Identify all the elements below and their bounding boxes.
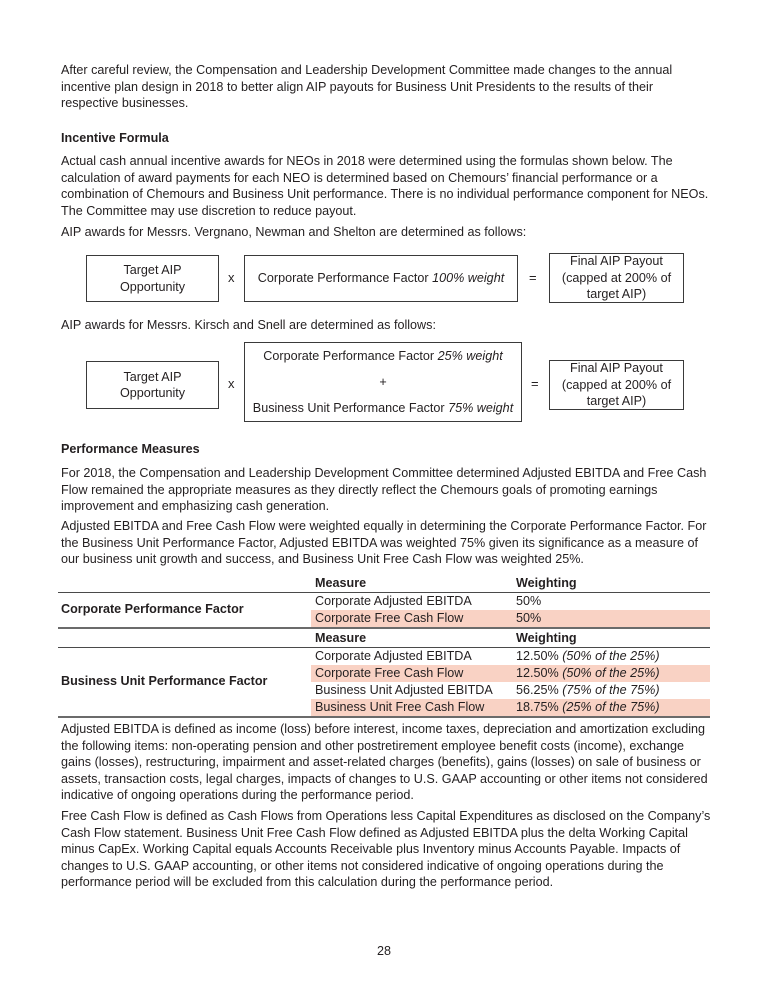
measure-header: Measure (315, 631, 367, 645)
business-unit-factor-weight: 75% weight (448, 400, 514, 415)
table-divider (58, 627, 710, 629)
factor-label: Corporate Performance Factor (61, 602, 244, 616)
formula2-intro: AIP awards for Messrs. Kirsch and Snell are determined as follows: (61, 318, 436, 332)
weight-cell: 50% (516, 594, 542, 608)
table-row (311, 648, 710, 665)
final-payout-label: Final AIP Payout (capped at 200% of target AIP) (561, 254, 672, 302)
final-payout-box (549, 253, 684, 303)
table-header-row (311, 575, 710, 592)
measure-cell: Business Unit Adjusted EBITDA (315, 683, 493, 697)
page-number: 28 (376, 944, 391, 958)
table-header-row (311, 630, 710, 647)
ebitda-definition: Adjusted EBITDA is defined as income (loss) before interest, income taxes, depreciation and amortization excluding the following items: non-operating pension and other postretirement employee benefit costs (income), exchange gains (losses), restructuring, impairment and asset-related charges (benefits), gains (losses) on sale of business or assets, transaction costs, legal charges, impacts of changes to U.S. GAAP accounting or other items not considered indicative of ongoing operations during the performance period. (61, 722, 708, 802)
performance-measures-paragraph-1: For 2018, the Compensation and Leadership Development Committee determined Adjusted EBITDA and Free Cash Flow remained the appropriate measures as they directly reflect the Chemours goals of promoting earnings improvement and emphasizing cash generation. (61, 466, 707, 513)
final-payout-box (549, 360, 684, 410)
incentive-formula-heading: Incentive Formula (61, 131, 169, 145)
weight-cell (516, 699, 660, 716)
measure-cell: Corporate Free Cash Flow (315, 666, 464, 680)
performance-measures-paragraph-2: Adjusted EBITDA and Free Cash Flow were weighted equally in determining the Corporate Performance Factor. For the Business Unit Performance Factor, Adjusted EBITDA was weighted 75% given its significance as a measure of our business unit growth and success, and Business Unit Free Cash Flow was weighted 25%. (61, 519, 707, 566)
weight-note: (75% of the 75%) (562, 683, 660, 697)
table-row (311, 665, 710, 682)
performance-measures-heading: Performance Measures (61, 442, 200, 456)
weight-value: 18.75% (516, 700, 563, 714)
weight-cell (516, 682, 660, 699)
weight-value: 12.50% (516, 666, 563, 680)
weight-value: 12.50% (516, 649, 563, 663)
intro-paragraph: After careful review, the Compensation and Leadership Development Committee made changes to the annual incentive plan design in 2018 to better align AIP payouts for Business Unit Presidents to the results of their respective businesses. (61, 63, 673, 110)
weighting-header: Weighting (516, 576, 577, 590)
final-payout-label: Final AIP Payout (capped at 200% of target AIP) (561, 361, 672, 409)
target-aip-box (86, 255, 219, 302)
equals-operator: = (529, 270, 537, 285)
table-row (311, 593, 710, 610)
measure-cell: Business Unit Free Cash Flow (315, 700, 485, 714)
weight-cell: 50% (516, 611, 542, 625)
measure-cell: Corporate Adjusted EBITDA (315, 649, 472, 663)
business-unit-factor-label: Business Unit Performance Factor (252, 400, 449, 415)
equals-operator: = (531, 376, 539, 391)
measure-cell: Corporate Adjusted EBITDA (315, 594, 472, 608)
corporate-factor-label: Corporate Performance Factor (257, 271, 433, 286)
multiply-operator: x (228, 270, 235, 285)
multiply-operator: x (228, 376, 235, 391)
weight-value: 56.25% (516, 683, 563, 697)
fcf-definition: Free Cash Flow is defined as Cash Flows from Operations less Capital Expenditures as disclosed on the Company’s Cash Flow statement. Business Unit Free Cash Flow defined as Adjusted EBITDA plus the delta Working Capital minus CapEx. Working Capital equals Accounts Receivable plus Inventory minus Accounts Payable. Impacts of changes to U.S. GAAP accounting, or other items not considered indicative of ongoing operations during the performance period will be excluded from this calculation during the performance period. (61, 809, 711, 889)
incentive-formula-paragraph: Actual cash annual incentive awards for NEOs in 2018 were determined using the formulas shown below. The calculation of award payments for each NEO is determined based on Chemours’ financial performance or a combination of Chemours and Business Unit performance. There is no individual performance component for NEOs. The Committee may use discretion to reduce payout. (61, 154, 709, 218)
weight-note: (25% of the 75%) (562, 700, 660, 714)
measure-header: Measure (315, 576, 367, 590)
target-aip-label: Target AIP Opportunity (119, 369, 186, 400)
table-row (311, 682, 710, 699)
plus-operator: + (379, 374, 387, 389)
corporate-factor-box (244, 255, 518, 302)
corporate-factor-weight: 100% weight (432, 271, 505, 286)
weighting-header: Weighting (516, 631, 577, 645)
weight-note: (50% of the 25%) (562, 649, 660, 663)
weight-cell (516, 665, 660, 682)
measure-cell: Corporate Free Cash Flow (315, 611, 464, 625)
factor-label: Business Unit Performance Factor (61, 674, 268, 688)
formula1-intro: AIP awards for Messrs. Vergnano, Newman and Shelton are determined as follows: (61, 225, 527, 239)
combined-factor-box (244, 342, 522, 422)
weight-cell (516, 648, 660, 665)
target-aip-box (86, 361, 219, 409)
corporate-factor-label: Corporate Performance Factor (263, 349, 438, 363)
table-row (311, 699, 710, 716)
table-divider (58, 716, 710, 718)
table-row (311, 610, 710, 627)
corporate-factor-weight: 25% weight (437, 349, 503, 363)
target-aip-label: Target AIP Opportunity (119, 263, 186, 294)
weight-note: (50% of the 25%) (562, 666, 660, 680)
